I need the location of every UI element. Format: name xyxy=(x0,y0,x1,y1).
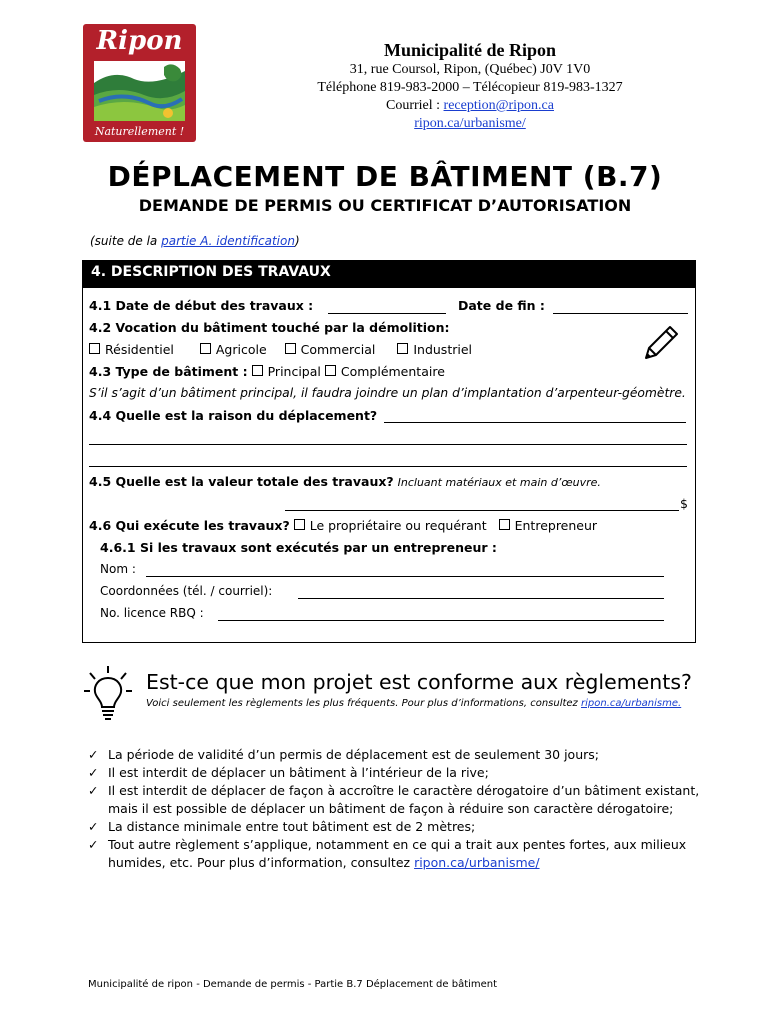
value-field[interactable] xyxy=(285,510,679,511)
coordonnees-label: Coordonnées (tél. / courriel): xyxy=(100,584,273,598)
executant-proprietaire[interactable]: Le propriétaire ou requérant xyxy=(294,518,487,533)
type-principal[interactable]: Principal xyxy=(252,364,321,379)
section-heading: 4. DESCRIPTION DES TRAVAUX xyxy=(91,264,331,280)
logo-title: Ripon xyxy=(96,26,183,56)
page-title: DÉPLACEMENT DE BÂTIMENT (B.7) xyxy=(107,160,663,193)
reason-field-line3[interactable] xyxy=(89,466,687,467)
municipality-logo xyxy=(83,24,196,142)
nom-label: Nom : xyxy=(100,562,136,576)
page-subtitle: DEMANDE DE PERMIS OU CERTIFICAT D’AUTORISATION xyxy=(138,196,632,215)
start-date-field[interactable] xyxy=(328,313,446,314)
q46-row: 4.6 Qui exécute les travaux? Le propriétaire ou requérant Entrepreneur xyxy=(89,518,598,533)
checkbox-icon[interactable] xyxy=(285,343,296,354)
lightbulb-icon xyxy=(83,665,133,725)
website-line xyxy=(290,116,650,132)
q461-label: 4.6.1 Si les travaux sont exécutés par un entrepreneur : xyxy=(100,540,497,555)
currency-sign: $ xyxy=(680,496,688,511)
website-link[interactable]: ripon.ca/urbanisme/ xyxy=(414,116,526,131)
checkbox-icon[interactable] xyxy=(200,343,211,354)
reason-field[interactable] xyxy=(384,422,686,423)
end-date-field[interactable] xyxy=(553,313,688,314)
coordonnees-field[interactable] xyxy=(298,598,664,599)
vocation-industriel[interactable]: Industriel xyxy=(397,342,472,357)
licence-label: No. licence RBQ : xyxy=(100,606,204,620)
q42-label: 4.2 Vocation du bâtiment touché par la démolition: xyxy=(89,320,450,335)
list-item: ✓ Il est interdit de déplacer un bâtiment à l’intérieur de la rive; xyxy=(88,765,489,780)
pencil-icon xyxy=(640,322,682,364)
rules-list xyxy=(88,746,728,872)
vocation-residentiel[interactable]: Résidentiel xyxy=(89,342,174,357)
vocation-agricole[interactable]: Agricole xyxy=(200,342,267,357)
vocation-commercial[interactable]: Commercial xyxy=(285,342,376,357)
q41-end-label: Date de fin : xyxy=(458,298,545,313)
type-complementaire[interactable]: Complémentaire xyxy=(325,364,445,379)
suite-note: (suite de la partie A. identification) xyxy=(90,234,300,248)
checkbox-icon[interactable] xyxy=(499,519,510,530)
licence-field[interactable] xyxy=(218,620,664,621)
checkmark-icon: ✓ xyxy=(88,837,99,852)
reason-field-line2[interactable] xyxy=(89,444,687,445)
executant-entrepreneur[interactable]: Entrepreneur xyxy=(499,518,597,533)
conformity-note: Voici seulement les règlements les plus fréquents. Pour plus d’informations, consultez ripon.ca/urbanisme. xyxy=(146,698,682,709)
q45-row: 4.5 Quelle est la valeur totale des travaux? Incluant matériaux et main d’œuvre. xyxy=(89,474,601,489)
list-item: ✓ La période de validité d’un permis de déplacement est de seulement 30 jours; xyxy=(88,747,599,762)
vocation-options xyxy=(89,342,472,357)
email-line xyxy=(290,98,650,114)
list-item: ✓ Tout autre règlement s’applique, notamment en ce qui a trait aux pentes fortes, aux milieux humides, etc. Pour plus d’information, consultez ripon.ca/urbanisme/ xyxy=(88,837,687,870)
checkmark-icon: ✓ xyxy=(88,765,99,780)
list-item: ✓ La distance minimale entre tout bâtiment est de 2 mètres; xyxy=(88,819,476,834)
checkmark-icon: ✓ xyxy=(88,747,99,762)
q41-start-label: 4.1 Date de début des travaux : xyxy=(89,298,314,313)
checkbox-icon[interactable] xyxy=(89,343,100,354)
q43-row: 4.3 Type de bâtiment : Principal Complémentaire xyxy=(89,364,445,379)
urbanisme-link[interactable]: ripon.ca/urbanisme/ xyxy=(414,855,540,870)
checkmark-icon: ✓ xyxy=(88,783,99,798)
suite-link[interactable]: partie A. identification xyxy=(161,234,295,248)
checkbox-icon[interactable] xyxy=(294,519,305,530)
conformity-link[interactable]: ripon.ca/urbanisme. xyxy=(581,698,682,709)
q44-label: 4.4 Quelle est la raison du déplacement? xyxy=(89,408,378,423)
address: 31, rue Coursol, Ripon, (Québec) J0V 1V0 xyxy=(349,62,591,77)
checkbox-icon[interactable] xyxy=(252,365,263,376)
page-footer: Municipalité de ripon - Demande de permis - Partie B.7 Déplacement de bâtiment xyxy=(88,979,498,990)
q43-note: S’il s’agit d’un bâtiment principal, il faudra joindre un plan d’implantation d’arpenteur-géomètre. xyxy=(89,386,686,400)
phone-fax: Téléphone 819-983-2000 – Télécopieur 819-983-1327 xyxy=(317,80,623,95)
email-label: Courriel : xyxy=(385,98,444,113)
landscape-icon xyxy=(94,61,185,121)
checkbox-icon[interactable] xyxy=(325,365,336,376)
checkmark-icon: ✓ xyxy=(88,819,99,834)
logo-slogan: Naturellement ! xyxy=(94,125,185,138)
section-header xyxy=(83,261,695,288)
nom-field[interactable] xyxy=(146,576,664,577)
municipality-name: Municipalité de Ripon xyxy=(383,40,557,60)
conformity-title: Est-ce que mon projet est conforme aux règlements? xyxy=(146,670,692,694)
checkbox-icon[interactable] xyxy=(397,343,408,354)
email-link[interactable]: reception@ripon.ca xyxy=(443,98,554,113)
list-item: ✓ Il est interdit de déplacer de façon à accroître le caractère dérogatoire d’un bâtiment existant, mais il est possible de déplacer un bâtiment de façon à réduire son caractère dérogatoire; xyxy=(88,783,700,816)
